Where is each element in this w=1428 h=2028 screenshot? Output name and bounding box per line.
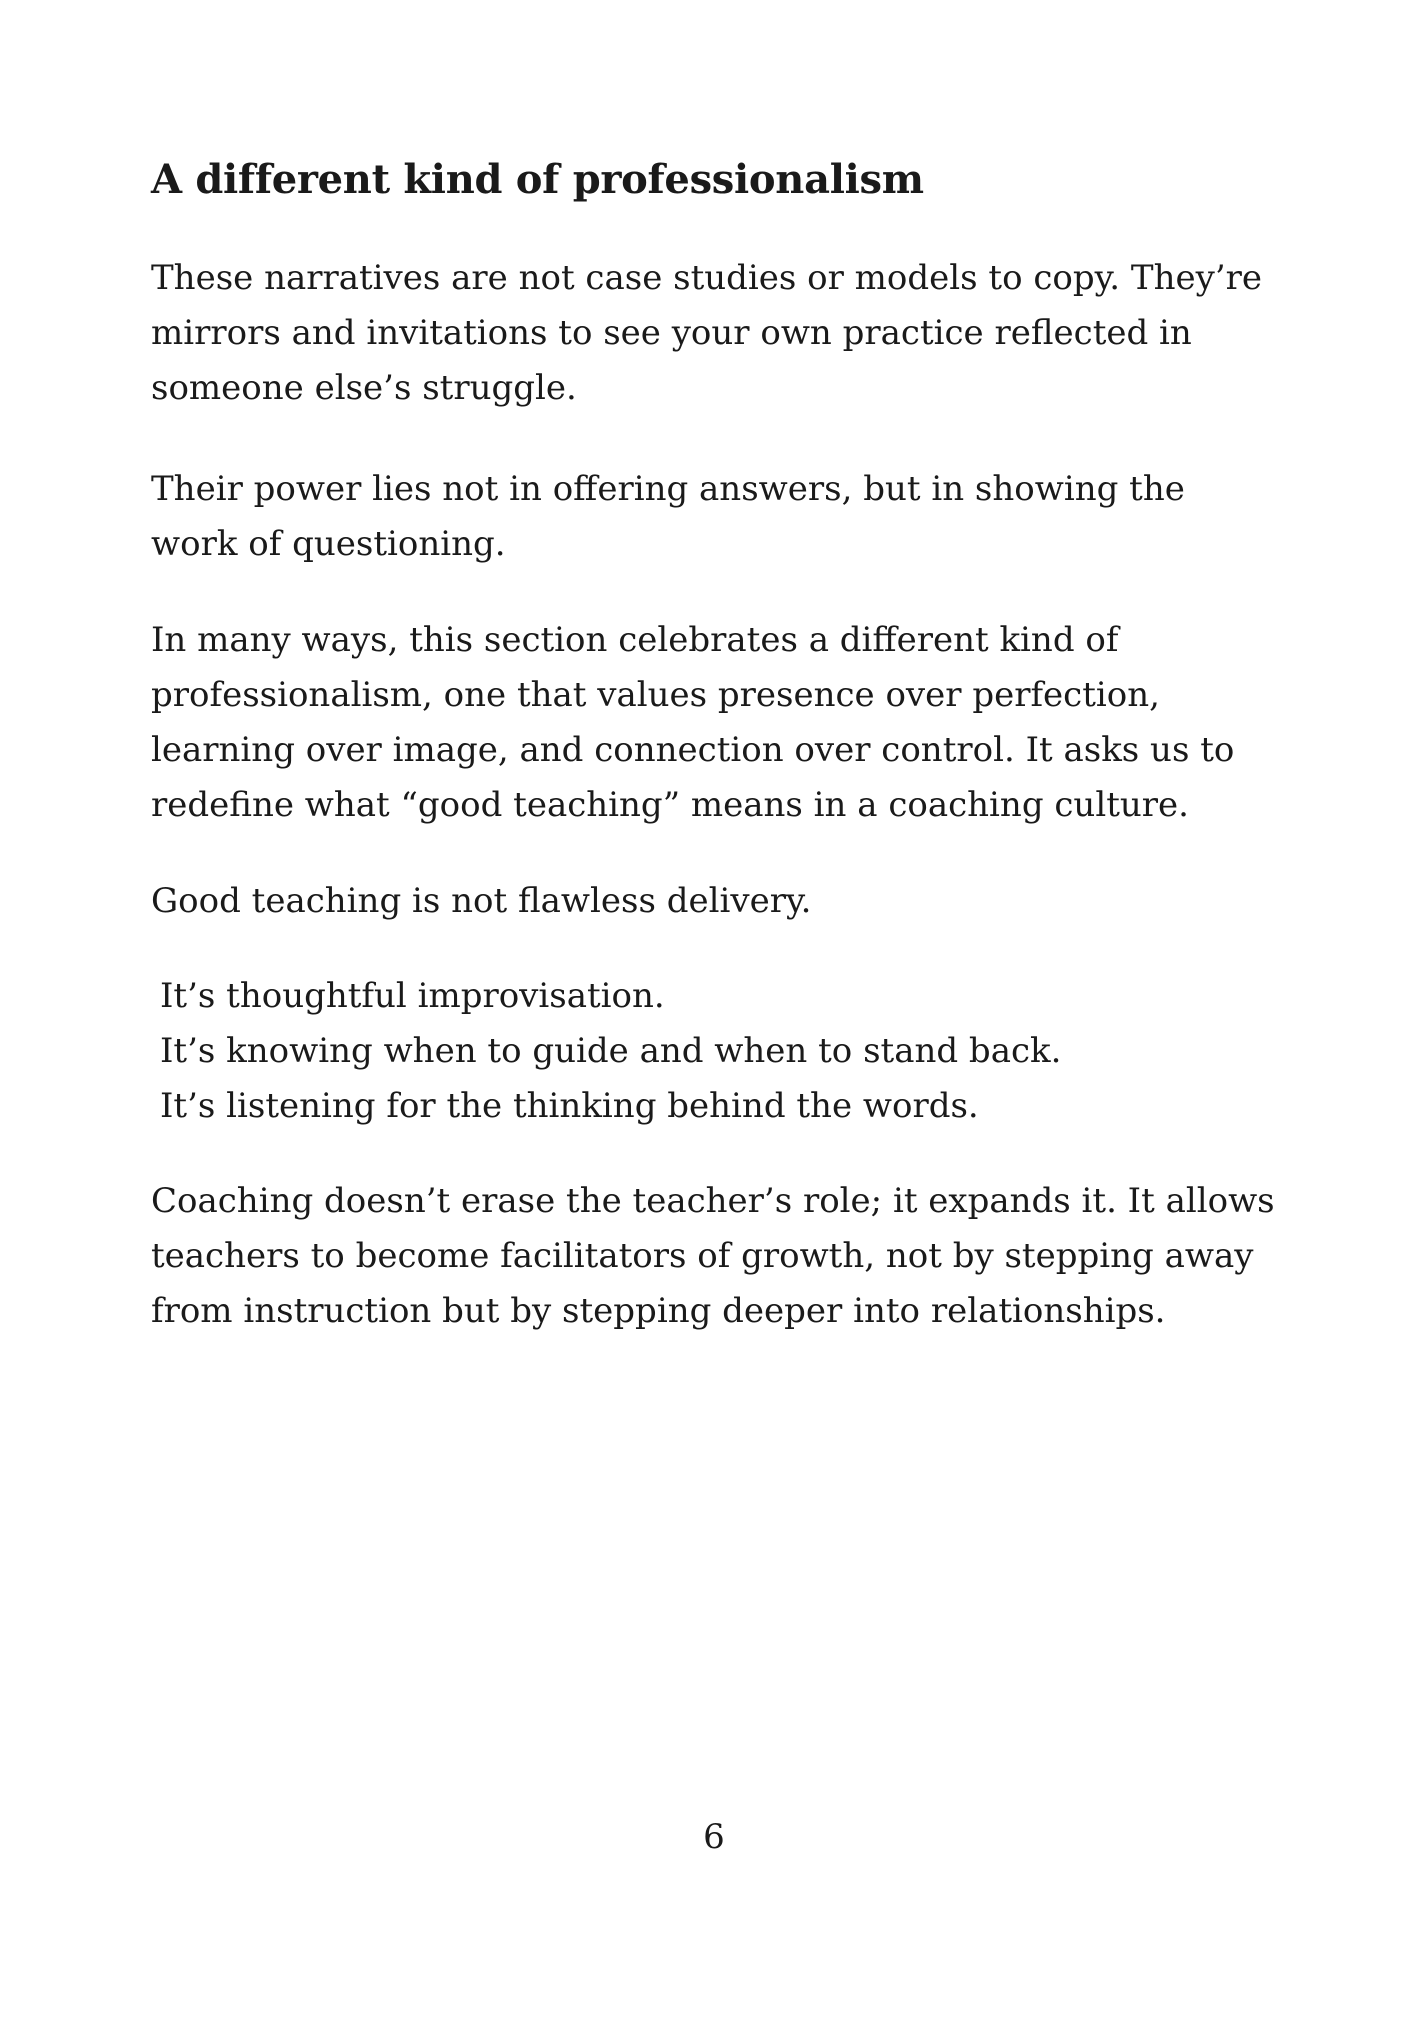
paragraph-line: redefine what “good teaching” means in a coaching culture. [151,785,1189,825]
paragraph-coaching [151,1174,1275,1339]
paragraph-line: It’s thoughtful improvisation. [160,976,665,1016]
paragraph-line: professionalism, one that values presence over perfection, [151,675,1160,715]
paragraph-line: mirrors and invitations to see your own practice reflected in [151,313,1192,353]
paragraph-line: from instruction but by stepping deeper into relationships. [151,1291,1166,1331]
paragraph-professionalism [151,613,1234,833]
page-number: 6 [703,1817,725,1857]
paragraph-line: Coaching doesn’t erase the teacher’s role; it expands it. It allows [151,1181,1275,1221]
paragraph-its-list [151,969,1061,1134]
paragraph-line: Their power lies not in offering answers, but in showing the [151,469,1185,509]
paragraph-line: learning over image, and connection over control. It asks us to [151,730,1235,770]
paragraph-line: work of questioning. [151,524,506,564]
paragraph-line: teachers to become facilitators of growth, not by stepping away [151,1236,1254,1276]
section-heading: A different kind of professionalism [151,156,924,203]
paragraph-good-teaching [151,874,811,929]
paragraph-line: It’s listening for the thinking behind the words. [160,1086,979,1126]
paragraph-narratives [151,251,1262,416]
paragraph-line: In many ways, this section celebrates a different kind of [151,620,1119,660]
paragraph-line: It’s knowing when to guide and when to stand back. [160,1031,1062,1071]
paragraph-power [151,462,1185,572]
paragraph-line: Good teaching is not flawless delivery. [151,881,812,921]
paragraph-line: These narratives are not case studies or models to copy. They’re [151,258,1263,298]
paragraph-line: someone else’s struggle. [151,368,577,408]
